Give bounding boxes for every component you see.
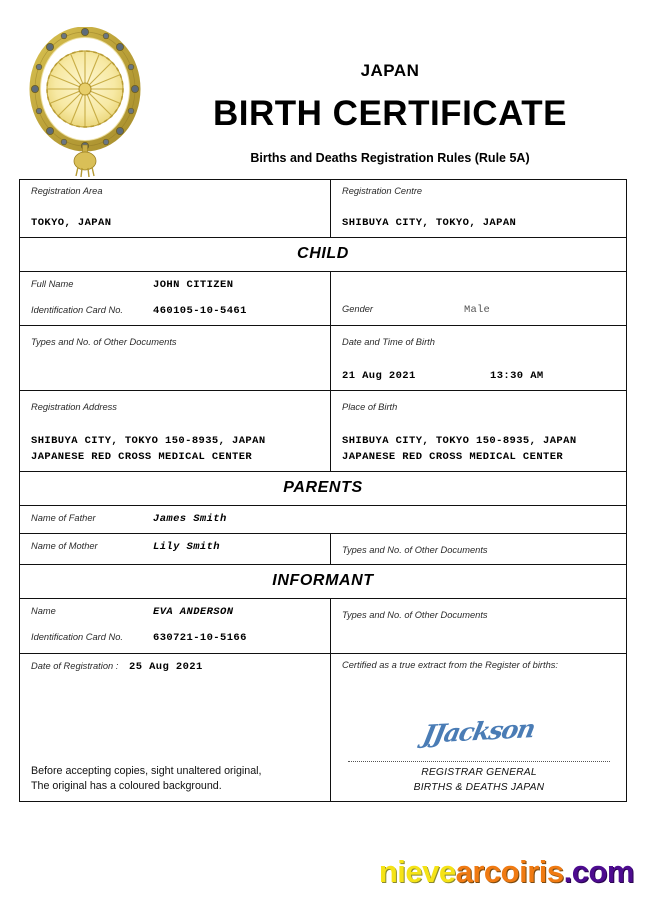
country-name: JAPAN (360, 61, 420, 80)
child-gender-row (342, 303, 616, 318)
informant-name-value: EVA ANDERSON (153, 606, 234, 619)
certification-text: Certified as a true extract from the Register of births: (342, 659, 558, 670)
child-gender-label: Gender (342, 304, 374, 315)
child-dob-date: 21 Aug 2021 (342, 370, 416, 383)
title-block (150, 0, 630, 165)
registration-area-label: Registration Area (31, 186, 103, 196)
table-row-informant (20, 599, 626, 653)
place-of-birth-label: Place of Birth (342, 402, 398, 413)
father-value: James Smith (153, 512, 227, 525)
site-watermark (379, 856, 634, 887)
registration-address-line1: SHIBUYA CITY, TOKYO 150-8935, JAPAN (31, 435, 266, 448)
section-header-parents (20, 472, 626, 506)
child-full-name-value: JOHN CITIZEN (153, 278, 234, 291)
table-row-father (20, 506, 626, 534)
informant-name-label: Name (31, 606, 56, 617)
mother-cell (20, 534, 331, 564)
registration-area-cell (20, 180, 331, 237)
copy-warning-note (31, 764, 320, 795)
informant-identity-cell (20, 599, 331, 652)
registrar-title-line2: BIRTHS & DEATHS JAPAN (413, 781, 545, 793)
signature-dotted-line (348, 761, 610, 762)
child-other-documents-label: Types and No. of Other Documents (31, 337, 177, 348)
watermark-part-3: .com (563, 854, 634, 889)
child-id-row (31, 304, 320, 319)
child-other-documents-cell (20, 326, 331, 390)
table-row-registration (20, 180, 626, 238)
copy-warning-line1: Before accepting copies, sight unaltered original, (31, 764, 262, 777)
certification-cell (331, 654, 626, 801)
registration-address-label: Registration Address (31, 402, 117, 413)
certificate-table (19, 179, 627, 802)
mother-row (31, 540, 320, 555)
father-cell (20, 506, 626, 533)
child-id-label: Identification Card No. (31, 305, 123, 316)
registration-address-cell (20, 391, 331, 470)
certificate-header (0, 0, 646, 175)
section-header-informant (20, 565, 626, 599)
mother-label: Name of Mother (31, 541, 98, 552)
registration-date-row (31, 660, 320, 675)
informant-id-row (31, 631, 320, 646)
registration-centre-value: SHIBUYA CITY, TOKYO, JAPAN (342, 216, 517, 229)
place-of-birth-line1: SHIBUYA CITY, TOKYO 150-8935, JAPAN (342, 435, 577, 448)
japan-imperial-chrysanthemum-seal-icon (26, 27, 144, 177)
table-row-footer (20, 654, 626, 801)
child-id-value: 460105-10-5461 (153, 305, 247, 318)
section-title-informant: INFORMANT (272, 572, 374, 590)
parents-other-documents-cell (331, 534, 626, 564)
signature-area (342, 714, 616, 759)
informant-name-row (31, 605, 320, 620)
child-dob-time: 13:30 AM (490, 370, 544, 383)
child-full-name-label: Full Name (31, 278, 74, 289)
section-title-parents: PARENTS (283, 478, 363, 496)
father-label: Name of Father (31, 512, 96, 523)
table-row-mother (20, 534, 626, 565)
registrar-signature: JJackson (420, 714, 538, 750)
table-row-child-identity (20, 272, 626, 326)
watermark-part-2: arcoiris (455, 854, 564, 889)
registration-centre-cell (331, 180, 626, 237)
informant-other-documents-cell (331, 599, 626, 652)
child-identity-cell (20, 272, 331, 325)
father-row (31, 512, 616, 527)
mother-value: Lily Smith (153, 541, 221, 554)
page-title: BIRTH CERTIFICATE (213, 94, 567, 133)
child-dob-label: Date and Time of Birth (342, 337, 435, 348)
section-header-child (20, 238, 626, 272)
registration-centre-label: Registration Centre (342, 186, 423, 196)
signature-block (342, 671, 616, 795)
table-row-addresses (20, 391, 626, 471)
parents-other-documents-label: Types and No. of Other Documents (342, 545, 488, 556)
copy-warning-line2: The original has a coloured background. (31, 780, 222, 793)
child-gender-value: Male (464, 304, 491, 317)
child-gender-cell (331, 272, 626, 325)
informant-other-documents-label: Types and No. of Other Documents (342, 610, 488, 621)
section-title-child: CHILD (297, 244, 349, 262)
table-row-child-birth (20, 326, 626, 391)
child-dob-cell (331, 326, 626, 390)
registration-area-value: TOKYO, JAPAN (31, 216, 112, 229)
registration-date-value: 25 Aug 2021 (129, 660, 203, 673)
place-of-birth-cell (331, 391, 626, 470)
registration-address-line2: JAPANESE RED CROSS MEDICAL CENTER (31, 450, 253, 463)
registration-date-cell (20, 654, 331, 801)
registrar-caption (342, 766, 616, 795)
rules-subtitle: Births and Deaths Registration Rules (Rule 5A) (250, 151, 530, 165)
registration-date-label: Date of Registration : (31, 660, 119, 671)
informant-id-value: 630721-10-5166 (153, 632, 247, 645)
watermark-part-1: nieve (378, 854, 456, 889)
child-dob-values (342, 369, 616, 384)
registrar-title-line1: REGISTRAR GENERAL (421, 767, 537, 779)
place-of-birth-line2: JAPANESE RED CROSS MEDICAL CENTER (342, 450, 564, 463)
informant-id-label: Identification Card No. (31, 632, 123, 643)
child-full-name-row (31, 278, 320, 293)
